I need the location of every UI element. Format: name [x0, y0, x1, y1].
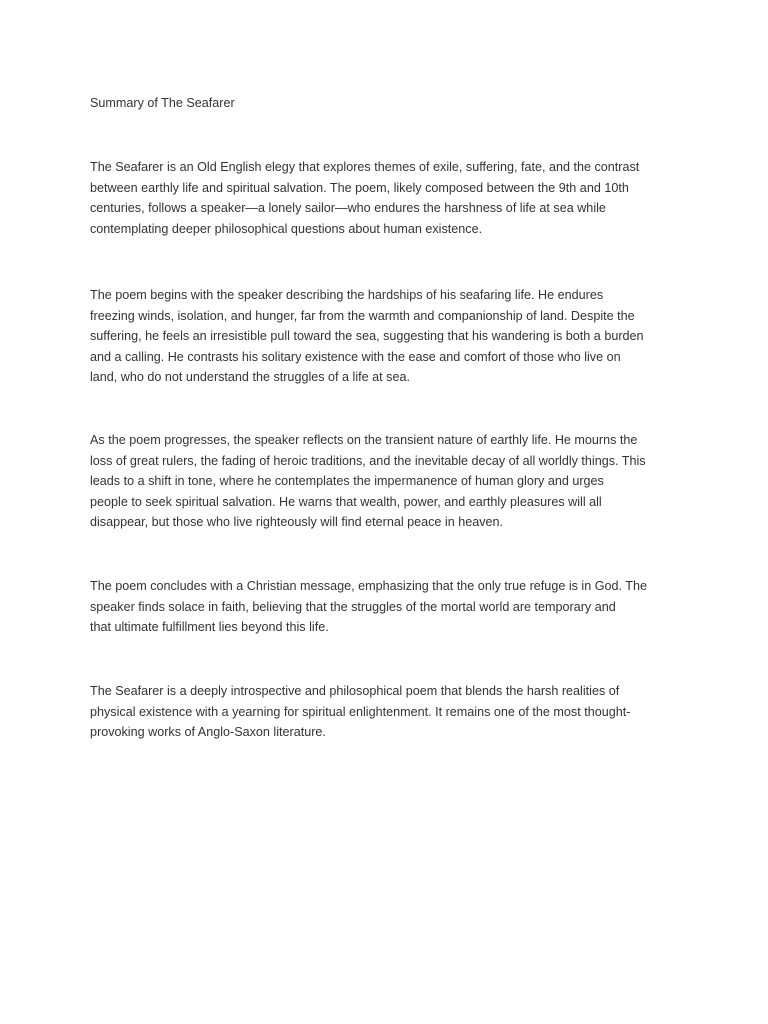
paragraph-line: provoking works of Anglo-Saxon literature. — [90, 725, 326, 740]
paragraph-conclusion — [90, 576, 690, 638]
paragraph-line: The Seafarer is an Old English elegy that explores themes of exile, suffering, fate, and the contrast — [90, 160, 640, 174]
paragraph-line: contemplating deeper philosophical questions about human existence. — [90, 221, 483, 236]
paragraph-hardships — [90, 285, 690, 388]
paragraph-line: land, who do not understand the struggles of a life at sea. — [90, 370, 410, 385]
paragraph-line: centuries, follows a speaker—a lonely sailor—who endures the harshness of life at sea while — [90, 201, 606, 216]
paragraph-line: between earthly life and spiritual salvation. The poem, likely composed between the 9th and 10th — [90, 180, 629, 195]
paragraph-line: that ultimate fulfillment lies beyond this life. — [90, 620, 329, 635]
paragraph-line: physical existence with a yearning for spiritual enlightenment. It remains one of the most thought- — [90, 704, 631, 719]
paragraph-line: disappear, but those who live righteously will find eternal peace in heaven. — [90, 515, 504, 530]
paragraph-line: The poem begins with the speaker describing the hardships of his seafaring life. He endures — [90, 288, 604, 302]
paragraph-line: people to seek spiritual salvation. He warns that wealth, power, and earthly pleasures will all — [90, 494, 602, 509]
paragraph-line: freezing winds, isolation, and hunger, far from the warmth and companionship of land. Despite the — [90, 308, 635, 323]
paragraph-line: suffering, he feels an irresistible pull toward the sea, suggesting that his wandering is both a burden — [90, 329, 644, 344]
paragraph-transience — [90, 430, 690, 533]
paragraph-line: The poem concludes with a Christian message, emphasizing that the only true refuge is in God. The — [90, 579, 647, 593]
paragraph-line: loss of great rulers, the fading of heroic traditions, and the inevitable decay of all worldly things. This — [90, 453, 646, 468]
paragraph-line: speaker finds solace in faith, believing that the struggles of the mortal world are temporary and — [90, 599, 616, 614]
paragraph-line: and a calling. He contrasts his solitary existence with the ease and comfort of those who live on — [90, 349, 621, 364]
paragraph-summary — [90, 681, 690, 743]
paragraph-line: leads to a shift in tone, where he contemplates the impermanence of human glory and urges — [90, 474, 604, 489]
paragraph-line: The Seafarer is a deeply introspective and philosophical poem that blends the harsh realities of — [90, 684, 620, 698]
document-title: Summary of The Seafarer — [90, 96, 235, 110]
paragraph-intro — [90, 157, 690, 239]
paragraph-line: As the poem progresses, the speaker reflects on the transient nature of earthly life. He mourns the — [90, 433, 638, 447]
